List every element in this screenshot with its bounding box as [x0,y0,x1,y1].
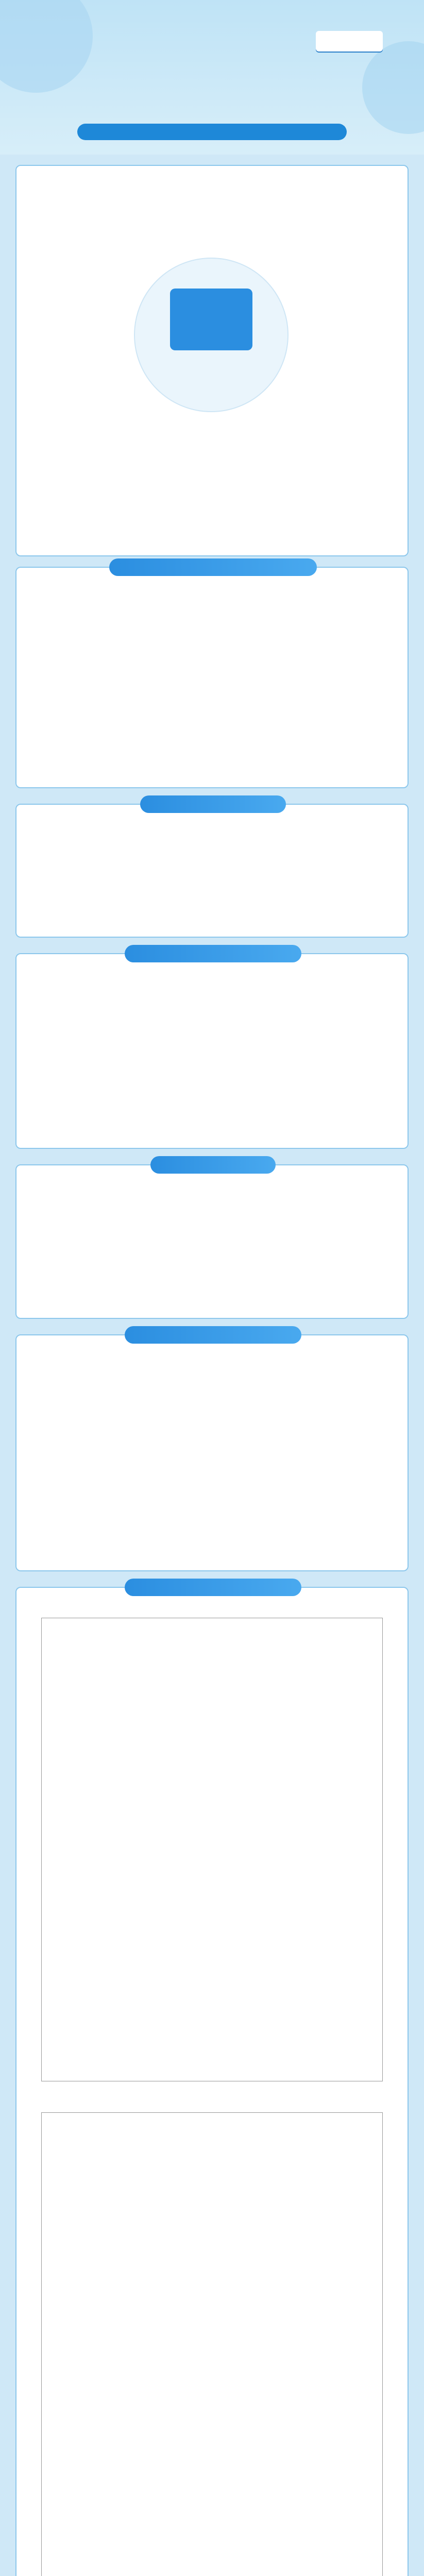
decorative-blob [362,41,424,134]
policy-table-2 [41,2112,383,2576]
section-heading-pill [150,1156,276,1174]
paragraph-line [32,172,392,178]
section-card-1 [15,567,409,788]
section-heading-pill [125,1326,301,1344]
header-tag [316,31,383,52]
paragraph-line [32,184,392,191]
policy-table-1 [41,1618,383,2081]
header-title-line1 [62,57,362,81]
header-title-line2 [62,81,362,106]
section-card-3 [15,953,409,1149]
section-heading-pill [125,945,301,962]
insurance-card-icon [170,289,252,350]
section-heading-pill [125,1579,301,1596]
section-heading-pill [109,558,317,576]
paragraph-line [32,197,392,203]
section-heading-pill [140,795,286,813]
section-card-5 [15,1334,409,1571]
section-card-2 [15,804,409,938]
paragraph-line [32,209,392,215]
header-subtitle [77,124,347,140]
section-card-4 [15,1164,409,1319]
header-title [62,57,362,134]
header-banner [0,0,424,155]
